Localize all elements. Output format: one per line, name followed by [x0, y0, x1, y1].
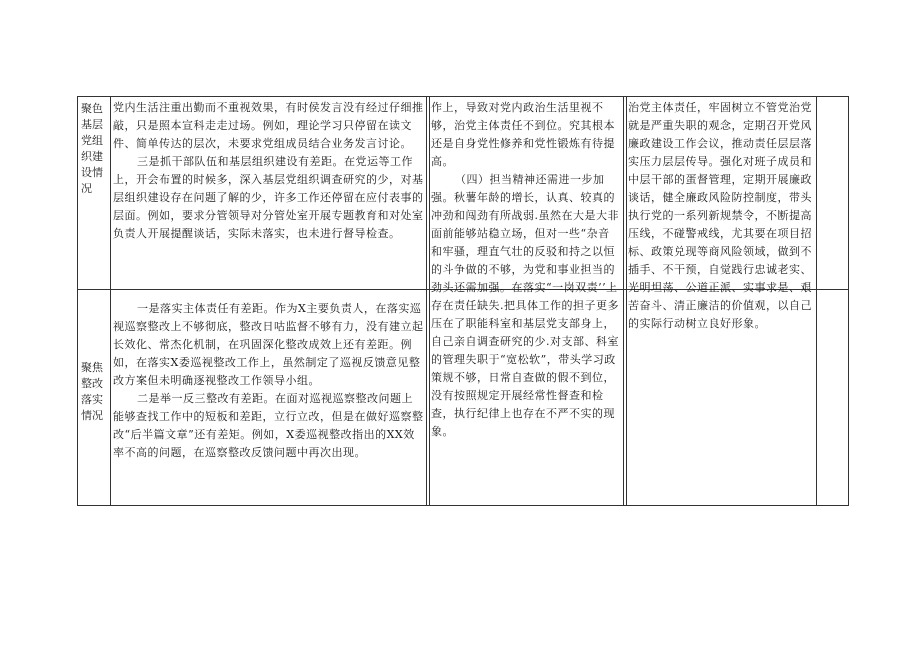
paragraph: 作上，导致对党内政治生活里视不够，治党主体责任不到位。究其根本还是自身党性修养和党性锻炼有待提高。 [431, 101, 615, 168]
paragraph: 治党主体责任，牢固树立不管党治党就是严重失职的观念，定期召开党风廉政建设工作会议，推动责任层层落实压力层层传导。强化对班子成员和中层干部的蛋督管理，定期开展廉政谈话，健全廉政风险防控制度，带头执行党的一系列新规禁令，不断提高压线，不碰警戒线，尤其要在项目招标、政策兑现等商风险领域，做到不插手、不干预，自觉践行忠诚老实、光明坦荡、公道正派、实事求是、艰苦奋斗、清正廉洁的价值观，以自己的实际行动树立良好形象。 [628, 101, 812, 330]
col-divider [429, 96, 430, 505]
col-divider [110, 96, 111, 505]
row1-col1-text [113, 99, 424, 287]
row-header-party-building: 聚色基层党组织建设情况 [81, 102, 103, 195]
table-border-top [77, 96, 849, 97]
table-border-right [848, 96, 849, 505]
paragraph: 二是举一反三整改有差距。在面对巡视巡察整改问题上能够查找工作中的短板和差距，立行立改，但是在做好巡察整改“后半篇文章”还有差矩。例如，X委巡视整改指出的XX效率不高的问题，在巡察整改反馈问题中再次出现。 [113, 392, 424, 459]
row-header-rectification: 聚焦整改落实情况 [81, 361, 103, 422]
paragraph: 党内生活注重出勤而不重视效果，有时侯发言没有经过仔细推敲，只是照本宣科走走过场。例如，理论学习只停留在读文件、简单传达的层次，未要求党组成员结合业务发言讨论。 [113, 101, 424, 150]
table-border-bottom [77, 505, 849, 506]
row1-col2-text [431, 99, 621, 438]
col-divider [816, 96, 817, 505]
paragraph: 三是抓干部队伍和基层组织建设有差距。在党运等工作上，开会布置的时候多，深入基层党组织调查研究的少，对基层组织建设存在问题了解的少，许多工作还停留在应付表事的层面。例如，要求分管领导对分管处室开展专题教育和对处室负责人开展提醒谈话，实际未落实，也未进行督导检查。 [113, 155, 424, 240]
col-divider [426, 96, 427, 505]
row2-col1-text [113, 300, 424, 500]
paragraph: 一是落实主体责任有差距。作为X主要负责人，在落实巡视巡察整改上不够彻底，整改日咕监督不够有力，没有建立起长效化、常杰化机制，在巩固深化整改成效上还有差距。例如，在落实X委巡视整改工作上，虽然制定了巡视反馈意见整改方案但未明确逐视整改工作领导小组。 [113, 302, 424, 387]
table-border-left [77, 96, 78, 505]
col-divider [626, 96, 627, 505]
row1-col3-text [628, 99, 814, 339]
col-divider [623, 96, 624, 505]
paragraph: （四）担当精神还需进一步加强。秋薯年龄的增长，认真、较真的冲劲和闯劲有所战弱.虽然在大是大非面前能够站稳立场，但对一些“杂音和牢骚，理直气壮的反驳和持之以恒的斗争做的不够，为党和事业担当的劲头还需加强。在落实“一岗双责’’上存在责任缺失.把具体工作的担子更多压在了职能科室和基层党支部身上，自己亲自调查研究的少.对支部、科室的管理失职于“宽松软”，带头学习政策规不够，日常自查做的假不到位，没有按照规定开展经常性督查和检查，执行纪律上也存在不严不实的现象。 [431, 173, 619, 438]
